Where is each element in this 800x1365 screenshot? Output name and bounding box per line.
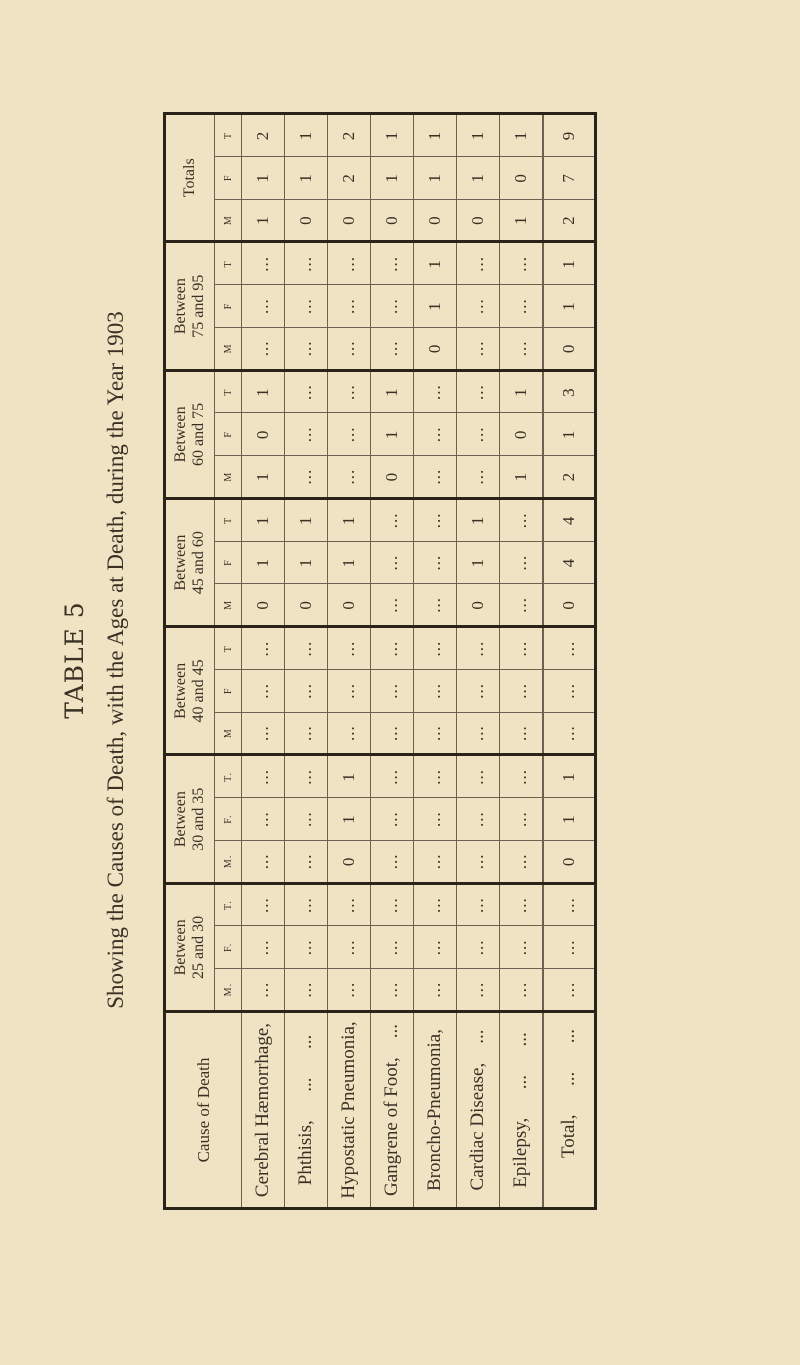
value-cell: ... [285,926,328,969]
table-row [285,114,328,1209]
age-group-range: 60 and 75 [190,402,207,466]
cause-cell: Epilepsy, ... ... [500,1012,544,1209]
value-cell: ... [457,798,500,841]
value-cell: ... [285,627,328,670]
table-subtitle: Showing the Causes of Death, with the Ages at Death, during the Year 1903 [103,311,128,1009]
cause-cell: Cerebral Hæmorrhage, [242,1012,285,1209]
value-cell: 1 [242,499,285,542]
value-cell: ... [500,285,544,328]
value-cell: ... [242,627,285,670]
age-group-label: Between [172,534,189,591]
value-cell: 1 [457,499,500,542]
sex-header: T [215,242,242,285]
value-cell: 1 [328,499,371,542]
value-cell: 1 [371,114,414,157]
value-cell: 0 [242,584,285,627]
sex-header: F [215,413,242,456]
sex-header: M. [215,969,242,1012]
value-cell: 1 [500,456,544,499]
table-row [371,114,414,1209]
value-cell: 1 [285,541,328,584]
value-cell: ... [414,883,457,926]
value-cell: ... [414,627,457,670]
value-cell: ... [457,841,500,884]
sex-header: F. [215,926,242,969]
table-row [414,114,457,1209]
value-cell: ... [328,712,371,755]
value-cell: 2 [543,199,596,242]
age-group-label: Between [172,662,189,719]
value-cell: ... [500,242,544,285]
table-row [500,114,544,1209]
value-cell: 1 [414,242,457,285]
age-group-label: Between [172,278,189,335]
value-cell: ... [371,712,414,755]
value-cell: ... [285,755,328,798]
value-cell: ... [242,670,285,713]
value-cell: ... [414,926,457,969]
total-row [543,114,596,1209]
age-group-header [165,883,215,1011]
value-cell: ... [328,883,371,926]
value-cell: ... [371,541,414,584]
value-cell: 1 [328,541,371,584]
value-cell: ... [285,285,328,328]
value-cell: ... [285,670,328,713]
value-cell: 7 [543,157,596,200]
sex-header: F [215,541,242,584]
value-cell: 1 [414,285,457,328]
value-cell: ... [285,456,328,499]
age-group-label: Between [172,791,189,848]
value-cell: ... [500,798,544,841]
value-cell: ... [543,926,596,969]
value-cell: ... [500,328,544,371]
sex-header: M [215,328,242,371]
value-cell: ... [500,755,544,798]
age-group-range: 40 and 45 [190,659,207,723]
value-cell: ... [457,712,500,755]
value-cell: 1 [285,499,328,542]
rotated-page [0,90,620,1230]
group-header-row [165,114,215,1209]
value-cell: ... [285,798,328,841]
cause-cell: Broncho-Pneumonia, [414,1012,457,1209]
value-cell: 1 [371,413,414,456]
value-cell: 4 [543,499,596,542]
value-cell: ... [500,670,544,713]
value-cell: 1 [543,285,596,328]
value-cell: 1 [414,114,457,157]
value-cell: 1 [285,114,328,157]
value-cell: ... [242,969,285,1012]
value-cell: ... [457,285,500,328]
value-cell: ... [328,456,371,499]
value-cell: ... [285,242,328,285]
value-cell: ... [414,969,457,1012]
value-cell: 1 [242,370,285,413]
value-cell: 4 [543,541,596,584]
value-cell: 3 [543,370,596,413]
value-cell: ... [242,285,285,328]
value-cell: ... [328,328,371,371]
value-cell: ... [500,883,544,926]
value-cell: 0 [328,199,371,242]
value-cell: 0 [414,328,457,371]
table-title: TABLE 5 [60,601,89,719]
value-cell: 1 [328,798,371,841]
value-cell: ... [457,969,500,1012]
value-cell: ... [242,328,285,371]
value-cell: ... [285,841,328,884]
value-cell: ... [242,883,285,926]
value-cell: 0 [285,199,328,242]
value-cell: 2 [328,157,371,200]
value-cell: 1 [328,755,371,798]
value-cell: ... [371,242,414,285]
value-cell: ... [242,841,285,884]
value-cell: ... [371,584,414,627]
value-cell: ... [371,926,414,969]
sex-header: M. [215,841,242,884]
cause-cell: Hypostatic Pneumonia, [328,1012,371,1209]
value-cell: ... [457,456,500,499]
cause-header: Cause of Death [165,1012,242,1209]
value-cell: ... [414,456,457,499]
value-cell: ... [371,969,414,1012]
value-cell: ... [543,712,596,755]
value-cell: ... [328,413,371,456]
age-group-label: Between [172,919,189,976]
value-cell: 0 [500,413,544,456]
value-cell: ... [371,627,414,670]
value-cell: 2 [543,456,596,499]
value-cell: ... [371,670,414,713]
value-cell: ... [500,499,544,542]
value-cell: ... [285,712,328,755]
value-cell: ... [457,370,500,413]
age-group-range: 75 and 95 [190,274,207,338]
value-cell: ... [457,755,500,798]
value-cell: ... [328,969,371,1012]
value-cell: 0 [500,157,544,200]
value-cell: ... [457,413,500,456]
value-cell: 9 [543,114,596,157]
value-cell: 0 [242,413,285,456]
value-cell: ... [414,413,457,456]
value-cell: ... [328,242,371,285]
cause-cell: Cardiac Disease, ... [457,1012,500,1209]
value-cell: 1 [242,456,285,499]
value-cell: 0 [543,584,596,627]
value-cell: ... [500,841,544,884]
value-cell: ... [371,798,414,841]
age-group-header [165,499,215,627]
sex-header: F [215,285,242,328]
value-cell: 1 [543,413,596,456]
value-cell: ... [328,370,371,413]
sex-header: F. [215,798,242,841]
value-cell: 0 [371,199,414,242]
value-cell: ... [328,926,371,969]
value-cell: 1 [414,157,457,200]
value-cell: ... [457,670,500,713]
value-cell: ... [371,841,414,884]
value-cell: ... [285,969,328,1012]
value-cell: ... [500,969,544,1012]
value-cell: 1 [543,755,596,798]
value-cell: 1 [242,199,285,242]
value-cell: ... [285,413,328,456]
value-cell: ... [414,584,457,627]
value-cell: 1 [371,157,414,200]
value-cell: 1 [500,370,544,413]
value-cell: ... [414,499,457,542]
value-cell: ... [285,883,328,926]
value-cell: 1 [285,157,328,200]
value-cell: ... [242,712,285,755]
value-cell: ... [414,370,457,413]
sex-header: T [215,370,242,413]
value-cell: ... [457,242,500,285]
value-cell: ... [328,627,371,670]
value-cell: 0 [371,456,414,499]
sex-header: M [215,712,242,755]
value-cell: ... [242,242,285,285]
sex-header: M [215,456,242,499]
sex-header: T [215,114,242,157]
value-cell: ... [414,755,457,798]
value-cell: 2 [328,114,371,157]
value-cell: ... [242,755,285,798]
table-row [328,114,371,1209]
sex-header: F [215,670,242,713]
age-group-label: Totals [181,158,198,198]
value-cell: 0 [457,584,500,627]
value-cell: ... [457,627,500,670]
value-cell: ... [242,798,285,841]
value-cell: 1 [371,370,414,413]
value-cell: ... [500,584,544,627]
value-cell: ... [500,712,544,755]
value-cell: ... [328,670,371,713]
age-group-range: 25 and 30 [190,915,207,979]
value-cell: ... [457,926,500,969]
value-cell: ... [457,883,500,926]
value-cell: 1 [242,541,285,584]
value-cell: ... [457,328,500,371]
value-cell: 0 [328,841,371,884]
value-cell: ... [543,883,596,926]
sex-header: T [215,499,242,542]
value-cell: ... [414,798,457,841]
age-group-label: Between [172,406,189,463]
value-cell: 0 [414,199,457,242]
cause-cell: Total, ... ... [543,1012,596,1209]
value-cell: ... [414,541,457,584]
value-cell: 1 [543,798,596,841]
value-cell: 1 [457,541,500,584]
sex-header: M [215,199,242,242]
sex-header: M [215,584,242,627]
value-cell: ... [371,755,414,798]
table-row [457,114,500,1209]
age-group-range: 45 and 60 [190,531,207,595]
sex-header: F [215,157,242,200]
value-cell: 0 [457,199,500,242]
value-cell: ... [414,712,457,755]
age-group-header [165,755,215,883]
value-cell: ... [543,670,596,713]
value-cell: ... [414,670,457,713]
cause-cell: Phthisis, ... ... [285,1012,328,1209]
value-cell: ... [371,328,414,371]
value-cell: 2 [242,114,285,157]
value-cell: ... [285,328,328,371]
value-cell: ... [543,969,596,1012]
value-cell: ... [500,541,544,584]
value-cell: ... [285,370,328,413]
age-group-range: 30 and 35 [190,787,207,851]
value-cell: ... [543,627,596,670]
value-cell: 1 [457,114,500,157]
value-cell: 1 [543,242,596,285]
value-cell: ... [371,883,414,926]
value-cell: 0 [543,328,596,371]
value-cell: 1 [500,199,544,242]
value-cell: 0 [328,584,371,627]
causes-of-death-table [163,112,597,1210]
sex-header: T. [215,755,242,798]
value-cell: 1 [242,157,285,200]
value-cell: ... [242,926,285,969]
value-cell: 0 [285,584,328,627]
value-cell: ... [500,627,544,670]
age-group-header [165,627,215,755]
value-cell: ... [414,841,457,884]
value-cell: ... [371,285,414,328]
sex-header: T [215,627,242,670]
age-group-header [165,242,215,370]
sex-header: T. [215,883,242,926]
value-cell: 1 [500,114,544,157]
age-group-header [165,370,215,498]
age-group-header [165,114,215,243]
value-cell: ... [328,285,371,328]
value-cell: 0 [543,841,596,884]
value-cell: 1 [457,157,500,200]
cause-cell: Gangrene of Foot, ... [371,1012,414,1209]
value-cell: ... [371,499,414,542]
value-cell: ... [500,926,544,969]
table-row [242,114,285,1209]
